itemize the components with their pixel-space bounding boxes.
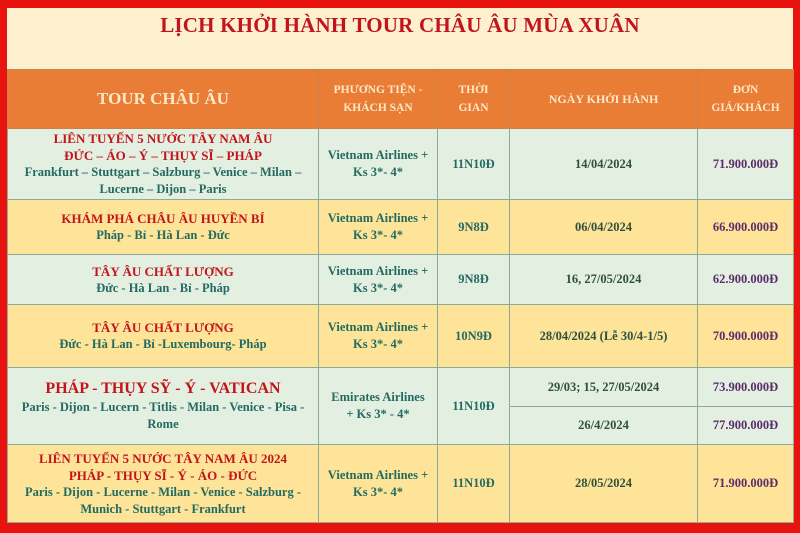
tour-name: PHÁP - THỤY SĨ - Ý - ÁO - ĐỨC	[68, 467, 258, 483]
header-duration-line2: GIAN	[458, 102, 489, 114]
tour-route: Đức - Hà Lan - Bỉ - Pháp	[96, 280, 230, 295]
hotel-line: Ks 3*- 4*	[353, 228, 403, 242]
price-cell: 71.900.000Đ	[698, 129, 794, 200]
departure-cell: 29/03; 15, 27/05/2024	[510, 368, 698, 407]
header-departure: NGÀY KHỞI HÀNH	[510, 70, 698, 129]
header-price	[698, 70, 794, 129]
duration-cell: 10N9Đ	[438, 305, 510, 368]
duration-cell: 11N10Đ	[438, 129, 510, 200]
schedule-poster	[7, 8, 793, 521]
transport-line: Vietnam Airlines +	[327, 320, 429, 334]
departure-cell: 26/4/2024	[510, 407, 698, 445]
transport-cell	[319, 445, 438, 523]
tour-cell	[8, 255, 319, 305]
tour-name: KHÁM PHÁ CHÂU ÂU HUYỀN BÍ	[61, 211, 265, 226]
hotel-line: Ks 3*- 4*	[353, 484, 403, 499]
tour-route: Lucerne – Dijon – Paris	[99, 182, 227, 196]
tour-route: Paris - Dijon - Lucern - Titlis - Milan - Venice - Pisa -	[21, 400, 305, 414]
header-price-line1: ĐƠN	[732, 84, 759, 96]
departure-cell: 14/04/2024	[510, 129, 698, 200]
tour-schedule-table	[7, 69, 794, 523]
tour-name: TÂY ÂU CHẤT LƯỢNG	[92, 263, 234, 279]
tour-route: Munich - Stuttgart - Frankfurt	[80, 501, 246, 516]
departure-cell: 16, 27/05/2024	[510, 255, 698, 305]
table-row	[8, 445, 794, 523]
tour-cell	[8, 200, 319, 255]
tour-name: LIÊN TUYẾN 5 NƯỚC TÂY NAM ÂU	[53, 131, 273, 146]
duration-cell: 11N10Đ	[438, 445, 510, 523]
page-title: LỊCH KHỞI HÀNH TOUR CHÂU ÂU MÙA XUÂN	[160, 13, 640, 37]
table-row	[8, 200, 794, 255]
tour-name: ĐỨC – ÁO – Ý – THỤY SĨ – PHÁP	[64, 148, 262, 163]
table-row	[8, 255, 794, 305]
table-row	[8, 305, 794, 368]
header-transport-line1: PHƯƠNG TIỆN -	[333, 84, 423, 96]
duration-cell: 9N8Đ	[438, 200, 510, 255]
tour-name: TÂY ÂU CHẤT LƯỢNG	[92, 320, 234, 335]
tour-name: LIÊN TUYẾN 5 NƯỚC TÂY NAM ÂU 2024	[38, 450, 288, 466]
tour-route: Rome	[147, 417, 179, 431]
header-duration	[438, 70, 510, 129]
tour-cell	[8, 445, 319, 523]
transport-line: Vietnam Airlines +	[327, 467, 429, 482]
duration-cell: 9N8Đ	[438, 255, 510, 305]
tour-route: Paris - Dijon - Lucerne - Milan - Venice - Salzburg -	[24, 484, 301, 499]
table-header-row	[8, 70, 794, 129]
transport-cell	[319, 129, 438, 200]
table-row	[8, 129, 794, 200]
departure-cell: 28/05/2024	[510, 445, 698, 523]
price-cell: 73.900.000Đ	[698, 368, 794, 407]
header-transport	[319, 70, 438, 129]
tour-cell	[8, 129, 319, 200]
tour-cell	[8, 305, 319, 368]
price-cell: 62.900.000Đ	[698, 255, 794, 305]
hotel-line: Ks 3*- 4*	[353, 165, 403, 179]
tour-route: Đức - Hà Lan - Bỉ -Luxembourg- Pháp	[59, 337, 267, 351]
transport-line: Vietnam Airlines +	[327, 148, 429, 162]
transport-line: Vietnam Airlines +	[327, 211, 429, 225]
tour-route: Pháp - Bỉ - Hà Lan - Đức	[96, 228, 230, 242]
price-cell: 70.900.000Đ	[698, 305, 794, 368]
duration-cell: 11N10Đ	[438, 368, 510, 445]
hotel-line: Ks 3*- 4*	[353, 337, 403, 351]
departure-cell: 06/04/2024	[510, 200, 698, 255]
header-price-line2: GIÁ/KHÁCH	[711, 102, 780, 114]
tour-name: PHÁP - THỤY SỸ - Ý - VATICAN	[45, 380, 281, 397]
transport-cell	[319, 305, 438, 368]
header-transport-line2: KHÁCH SẠN	[343, 102, 413, 114]
departure-cell: 28/04/2024 (Lễ 30/4-1/5)	[510, 305, 698, 368]
transport-cell	[319, 255, 438, 305]
transport-line: Emirates Airlines	[331, 390, 425, 404]
tour-route: Frankfurt – Stuttgart – Salzburg – Venice – Milan –	[24, 165, 302, 179]
transport-cell	[319, 368, 438, 445]
header-tour: TOUR CHÂU ÂU	[8, 70, 319, 129]
table-row	[8, 368, 794, 407]
price-cell: 77.900.000Đ	[698, 407, 794, 445]
price-cell: 66.900.000Đ	[698, 200, 794, 255]
price-cell: 71.900.000Đ	[698, 445, 794, 523]
hotel-line: Ks 3*- 4*	[353, 280, 403, 295]
tour-cell	[8, 368, 319, 445]
transport-line: Vietnam Airlines +	[327, 263, 429, 278]
hotel-line: + Ks 3* - 4*	[346, 407, 410, 421]
header-duration-line1: THỜI	[458, 84, 489, 96]
transport-cell	[319, 200, 438, 255]
